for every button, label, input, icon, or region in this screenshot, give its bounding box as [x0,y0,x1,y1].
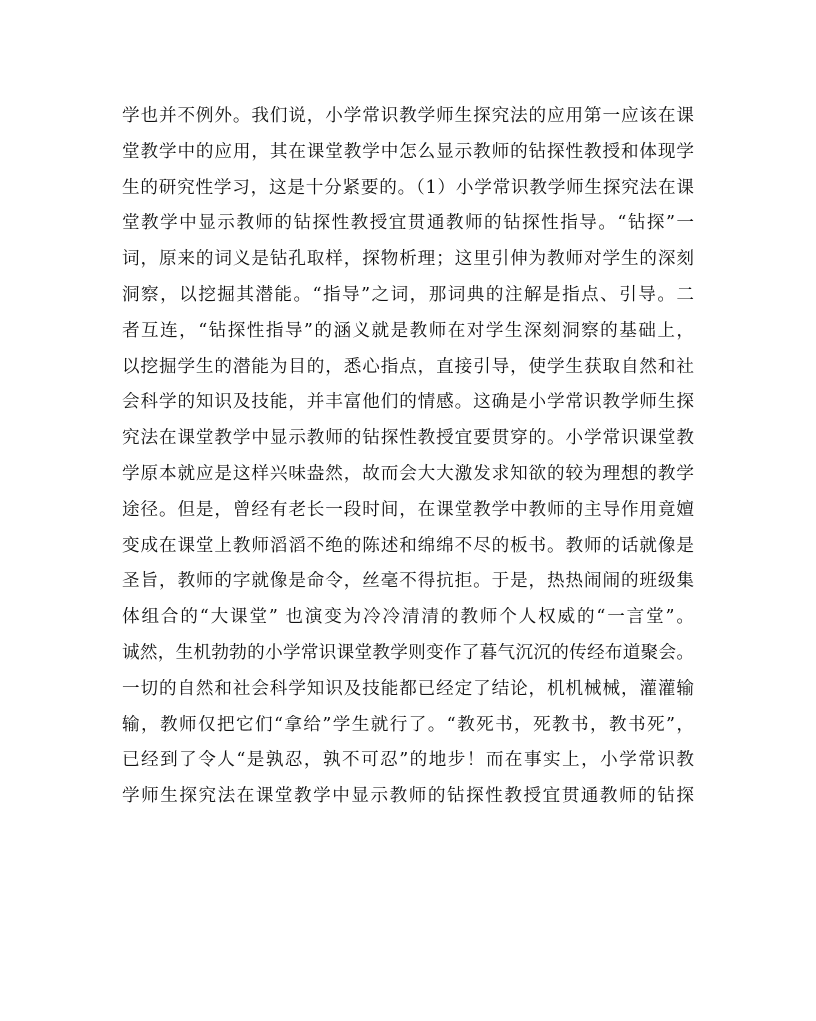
text-line-9: 会科学的知识及技能，并丰富他们的情感。这确是小学常识教学师生探 [122,392,694,413]
text-line-18: 输，教师仅把它们“拿给”学生就行了。“教死书，死教书，教书死”， [122,714,694,735]
text-line-5: 词，原来的词义是钻孔取样，探物析理；这里引伸为教师对学生的深刻 [122,249,694,270]
text-line-20: 学师生探究法在课堂教学中显示教师的钻探性教授宜贯通教师的钻探 [122,786,694,807]
text-line-14: 圣旨，教师的字就像是命令，丝毫不得抗拒。于是，热热闹闹的班级集 [122,571,694,592]
text-line-10: 究法在课堂教学中显示教师的钻探性教授宜要贯穿的。小学常识课堂教 [122,428,694,449]
text-line-2: 堂教学中的应用，其在课堂教学中怎么显示教师的钻探性教授和体现学 [122,141,694,162]
text-line-1: 学也并不例外。我们说，小学常识教学师生探究法的应用第一应该在课 [122,106,694,126]
text-line-12: 途径。但是，曾经有老长一段时间，在课堂教学中教师的主导作用竟嬗 [122,499,694,520]
text-line-13: 变成在课堂上教师滔滔不绝的陈述和绵绵不尽的板书。教师的话就像是 [122,535,694,556]
text-line-19: 已经到了令人“是孰忍，孰不可忍”的地步！而在事实上，小学常识教 [122,750,694,771]
text-line-3: 生的研究性学习，这是十分紧要的。（1）小学常识教学师生探究法在课 [122,177,694,198]
text-line-11: 学原本就应是这样兴味盎然，故而会大大激发求知欲的较为理想的教学 [122,463,694,484]
text-line-17: 一切的自然和社会科学知识及技能都已经定了结论，机机械械，灌灌输 [122,678,694,699]
text-line-15: 体组合的“大课堂” 也演变为冷冷清清的教师个人权威的“一言堂”。 [122,607,694,628]
text-line-8: 以挖掘学生的潜能为目的，悉心指点，直接引导，使学生获取自然和社 [122,356,694,377]
body-text [122,99,694,815]
text-line-16: 诚然，生机勃勃的小学常识课堂教学则变作了暮气沉沉的传经布道聚会。 [122,642,694,663]
text-line-7: 者互连，“钻探性指导”的涵义就是教师在对学生深刻洞察的基础上， [122,320,694,341]
text-line-4: 堂教学中显示教师的钻探性教授宜贯通教师的钻探性指导。“钻探”一 [122,213,694,234]
text-line-6: 洞察，以挖掘其潜能。“指导”之词，那词典的注解是指点、引导。二 [122,284,694,305]
